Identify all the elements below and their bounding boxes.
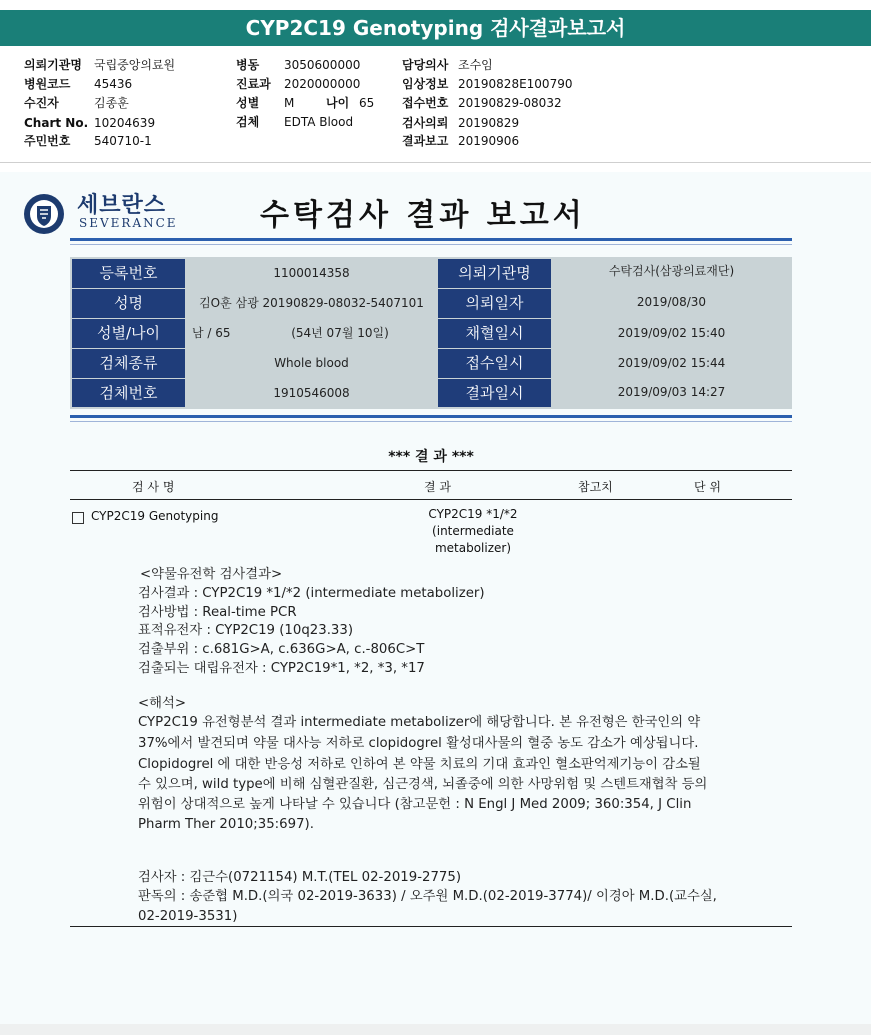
panel-rule (70, 415, 792, 418)
pgx-region: 검출부위 : c.681G>A, c.636G>A, c.-806C>T (138, 642, 425, 657)
label-reg-no: 등록번호 (72, 259, 185, 288)
footer-strip (0, 1024, 871, 1035)
requesting-org: 국립중앙의료원 (94, 58, 176, 72)
sex: M (284, 96, 295, 110)
meta-label: 병원코드 (24, 77, 71, 91)
request-date-value: 2019/08/30 (636, 295, 707, 309)
meta-label: 성별 (236, 96, 260, 110)
checkbox-icon (72, 512, 84, 524)
ward: 3050600000 (284, 58, 361, 72)
department: 2020000000 (284, 77, 361, 91)
meta-label: 검사의뢰 (402, 116, 449, 130)
results-top-line (70, 470, 792, 471)
panel-rule-thin (70, 421, 792, 422)
meta-label: 접수번호 (402, 96, 449, 110)
result-line: (intermediate (432, 524, 514, 538)
interpretation-line: Clopidogrel 에 대한 반응성 저하로 인하여 본 약물 치료의 기대 효과인 혈소판억제기능이 감소될 (138, 757, 701, 772)
label-collect: 채혈일시 (438, 319, 551, 348)
specimen: EDTA Blood (284, 115, 354, 129)
meta-label: 진료과 (236, 77, 271, 91)
physician: 조수임 (458, 58, 493, 72)
brand-korean: 세브란스 (77, 193, 167, 218)
label-name: 성명 (72, 289, 185, 318)
request-date: 20190829 (458, 116, 520, 130)
sex-age: 남 / 65 (192, 326, 231, 340)
result-line: CYP2C19 *1/*2 (428, 507, 518, 521)
title-rule (70, 238, 792, 241)
specimen-number: 1910546008 (273, 386, 350, 400)
report-bottom-line (70, 926, 792, 927)
reviewer-line: 판독의 : 송준협 M.D.(의국 02-2019-3633) / 오주원 M.D.(02-2019-3774)/ 이경아 M.D.(교수실, (138, 889, 717, 904)
yonsei-seal-logo (20, 193, 68, 239)
pgx-method: 검사방법 : Real-time PCR (138, 605, 297, 620)
report-title: 수탁검사 결과 보고서 (260, 198, 586, 233)
interpretation-line: 37%에서 발견되며 약물 대사능 저하로 clopidogrel 활성대사물의 혈중 농도 감소가 예상됩니다. (138, 736, 699, 751)
patient-info-panel (70, 257, 792, 409)
meta-label: 검체 (236, 115, 260, 129)
interpretation-heading: <해석> (138, 696, 186, 711)
result-time: 2019/09/03 14:27 (617, 385, 726, 399)
report-header-title: CYP2C19 Genotyping 검사결과보고서 (0, 10, 871, 46)
col-header-ref: 참고치 (578, 480, 613, 494)
meta-label: Chart No. (24, 116, 89, 130)
brand-english: SEVERANCE (79, 216, 178, 230)
pgx-gene: 표적유전자 : CYP2C19 (10q23.33) (138, 623, 354, 638)
test-result (400, 506, 546, 557)
interpretation-line: 수 있으며, wild type에 비해 심혈관질환, 심근경색, 뇌졸중에 의한 사망위험 및 스텐트재협착 등의 (138, 777, 708, 792)
label-receive: 접수일시 (438, 349, 551, 378)
title-rule-thin (70, 244, 792, 245)
patient-name-full: 김O훈 삼광 20190829-08032-5407101 (199, 296, 424, 310)
results-header-line (70, 499, 792, 500)
pgx-result: 검사결과 : CYP2C19 *1/*2 (intermediate metabolizer) (138, 586, 485, 601)
interpretation-line: CYP2C19 유전형분석 결과 intermediate metabolizer에 해당합니다. 본 유전형은 한국인의 약 (138, 715, 701, 730)
meta-label: 임상정보 (402, 77, 449, 91)
examiner: 검사자 : 김근수(0721154) M.T.(TEL 02-2019-2775) (138, 870, 462, 885)
receipt-number: 20190829-08032 (458, 96, 562, 110)
resident-number: 540710-1 (94, 134, 152, 148)
col-header-test: 검 사 명 (132, 480, 175, 494)
requesting-org-value: 수탁검사(삼광의료재단) (608, 264, 735, 278)
meta-label: 주민번호 (24, 134, 71, 148)
label-org: 의뢰기관명 (438, 259, 551, 288)
label-req-date: 의뢰일자 (438, 289, 551, 318)
pgx-section-title: <약물유전학 검사결과> (140, 567, 283, 582)
meta-label: 결과보고 (402, 134, 449, 148)
results-title: *** 결 과 *** (388, 449, 474, 465)
collect-time: 2019/09/02 15:40 (617, 326, 726, 340)
pgx-alleles: 검출되는 대립유전자 : CYP2C19*1, *2, *3, *17 (138, 661, 425, 676)
label-specimen: 검체종류 (72, 349, 185, 378)
label-specimen-no: 검체번호 (72, 379, 185, 407)
reviewer-line: 02-2019-3531) (138, 909, 238, 924)
meta-label: 나이 (326, 96, 350, 110)
meta-label: 의뢰기관명 (24, 58, 82, 72)
report-date: 20190906 (458, 134, 520, 148)
receive-time: 2019/09/02 15:44 (617, 356, 726, 370)
col-header-unit: 단 위 (694, 480, 721, 494)
specimen-type: Whole blood (274, 356, 349, 370)
meta-label: 병동 (236, 58, 260, 72)
chart-number: 10204639 (94, 116, 156, 130)
result-line: metabolizer) (434, 541, 512, 555)
divider (0, 162, 871, 163)
meta-label: 수진자 (24, 96, 59, 110)
report-meta (24, 56, 854, 156)
birth-date: (54년 07월 10일) (291, 326, 389, 340)
patient-name: 김종훈 (94, 96, 129, 110)
test-name: CYP2C19 Genotyping (91, 509, 219, 523)
age: 65 (359, 96, 375, 110)
interpretation-line: 위험이 상대적으로 높게 나타날 수 있습니다 (참고문헌 : N Engl J Med 2009; 360:354, J Clin (138, 797, 692, 812)
clinical-info: 20190828E100790 (458, 77, 573, 91)
hospital-code: 45436 (94, 77, 133, 91)
label-result-time: 결과일시 (438, 379, 551, 407)
label-sex-age: 성별/나이 (72, 319, 185, 348)
meta-label: 담당의사 (402, 58, 449, 72)
interpretation-line: Pharm Ther 2010;35:697). (138, 817, 314, 832)
col-header-result: 결 과 (424, 480, 451, 494)
reg-no: 1100014358 (273, 266, 350, 280)
